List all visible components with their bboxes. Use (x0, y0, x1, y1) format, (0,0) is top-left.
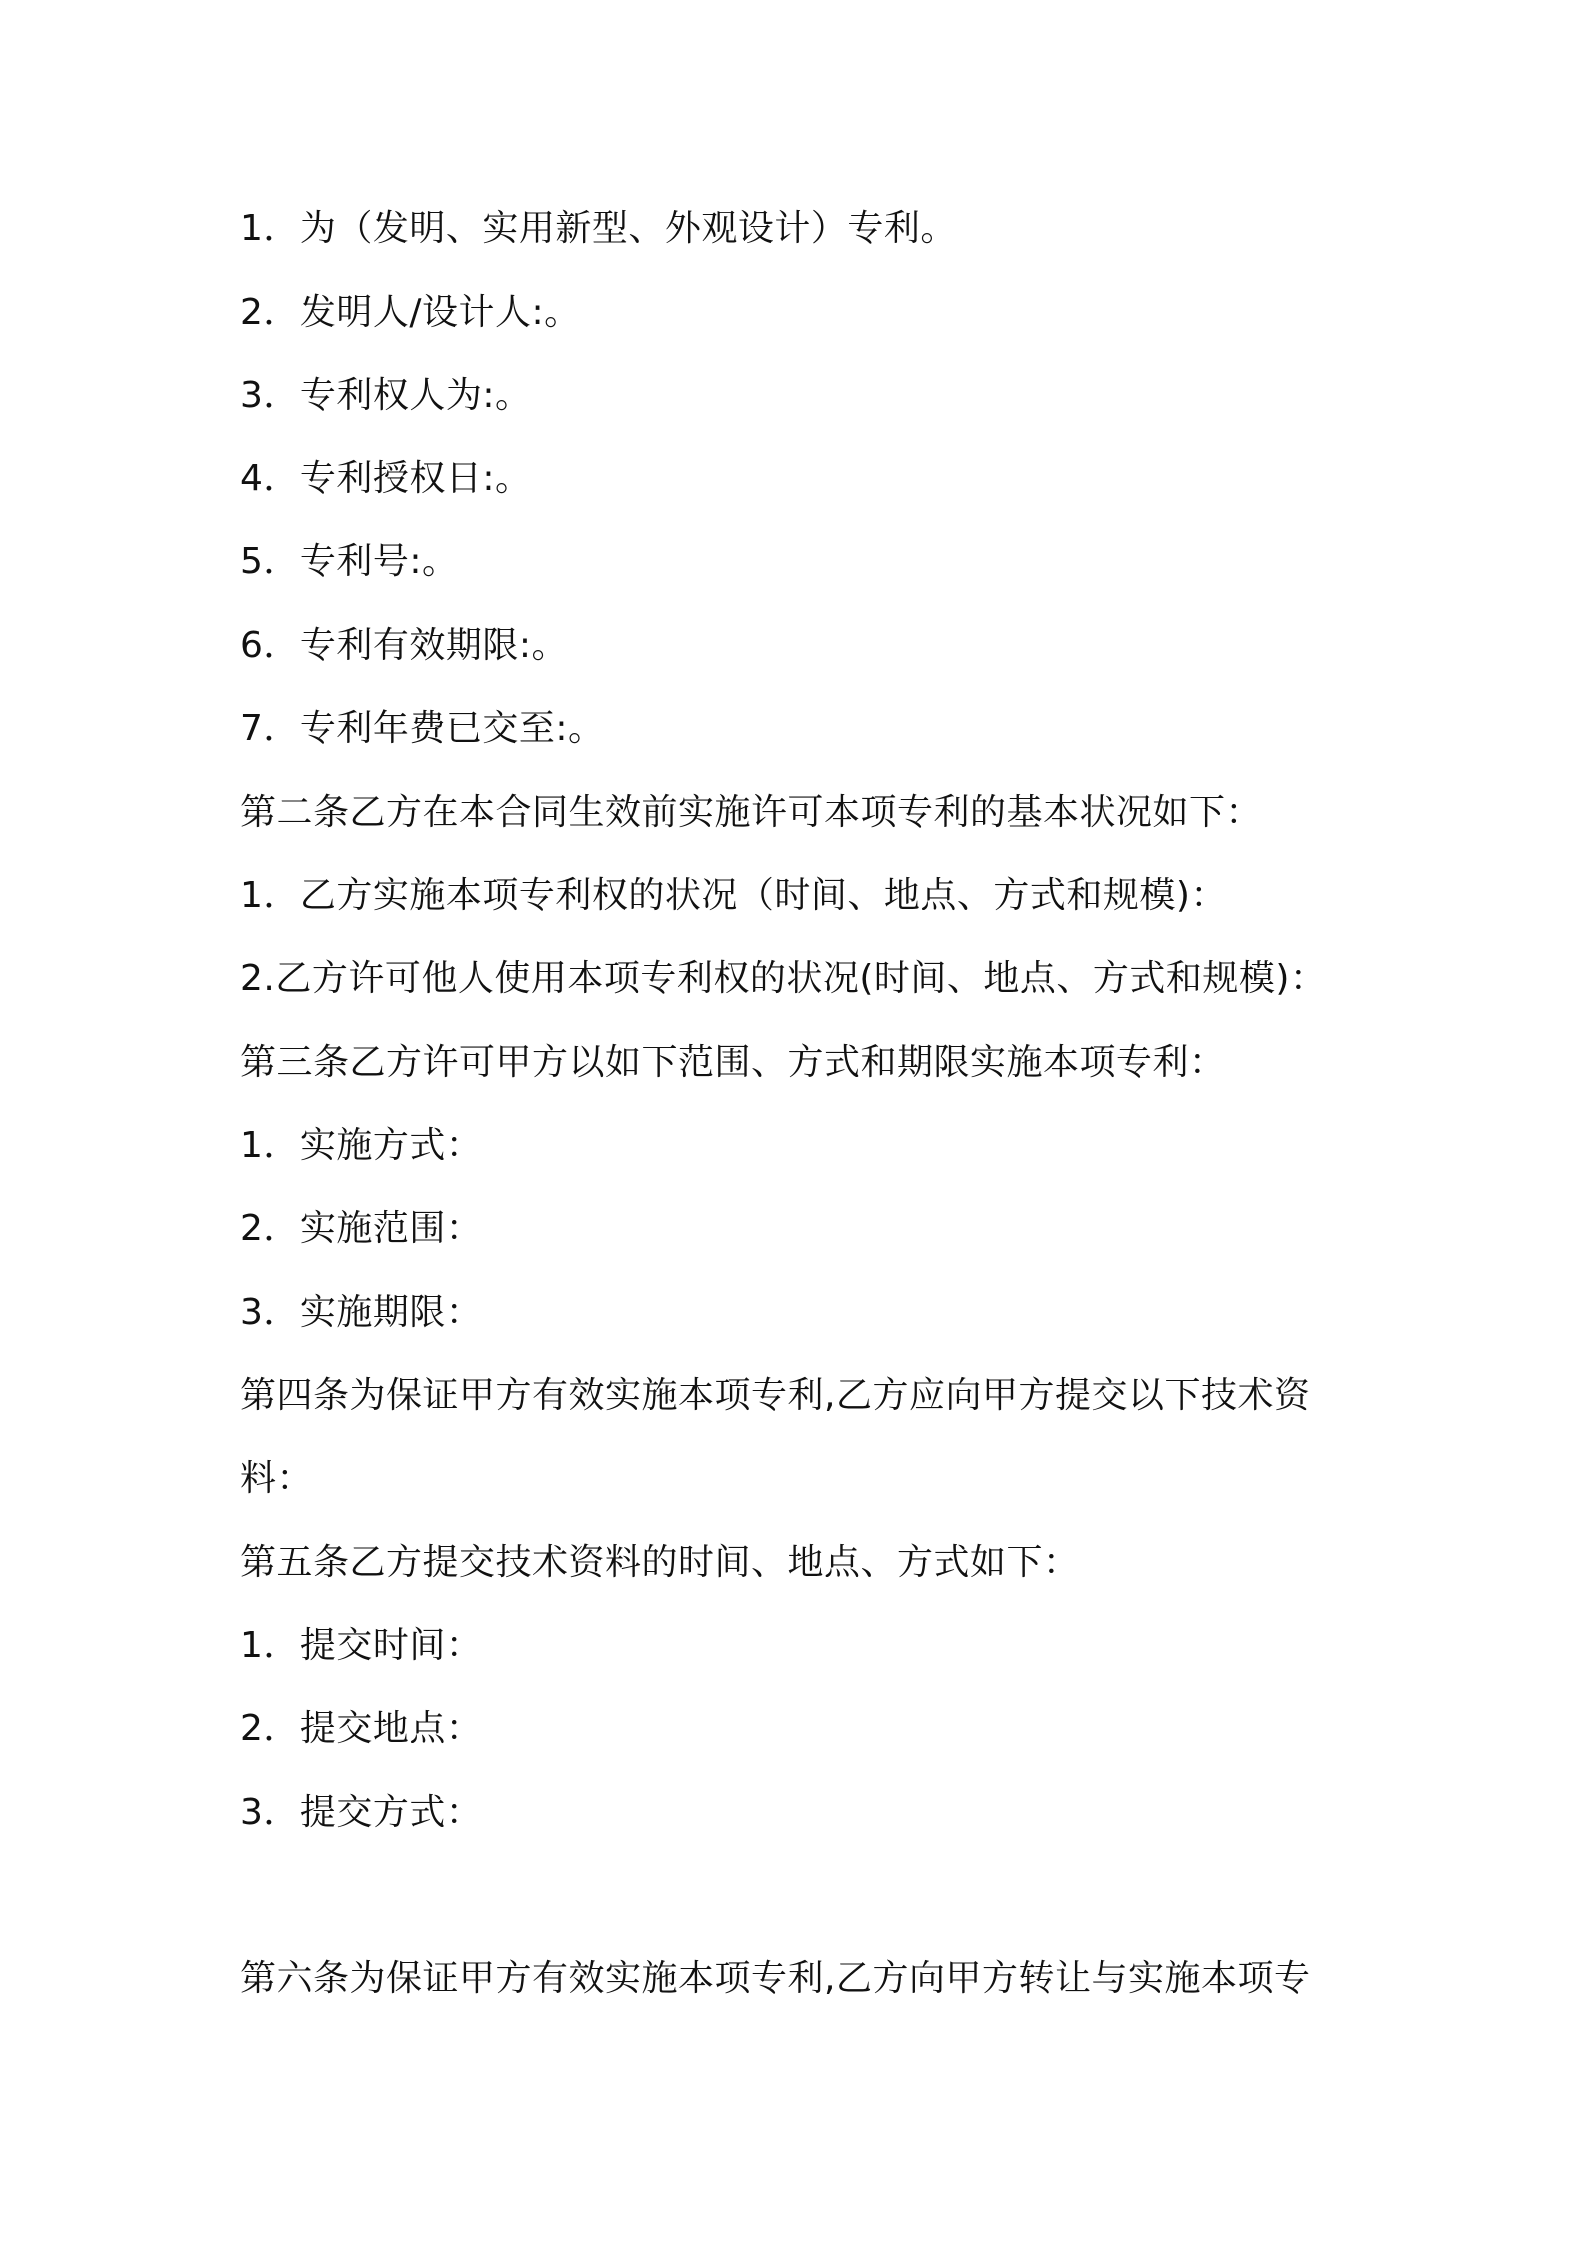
article-2-heading: 第二条乙方在本合同生效前实施许可本项专利的基本状况如下： (240, 792, 1263, 833)
article-3-item-2: 2．实施范围： (240, 1208, 483, 1249)
article-3-item-1: 1．实施方式： (240, 1125, 483, 1166)
inventor-line: 2．发明人/设计人:。 (240, 292, 581, 333)
article-5-heading: 第五条乙方提交技术资料的时间、地点、方式如下： (240, 1542, 1080, 1583)
grant-date-line: 4．专利授权日:。 (240, 458, 532, 499)
annual-fee-line: 7．专利年费已交至:。 (240, 708, 605, 749)
article-6-heading: 第六条为保证甲方有效实施本项专利,乙方向甲方转让与实施本项专 (240, 1958, 1311, 1999)
article-3-item-3: 3．实施期限： (240, 1292, 483, 1333)
article-2-item-2: 2.乙方许可他人使用本项专利权的状况(时间、地点、方式和规模)： (240, 958, 1327, 999)
patent-type-line: 1．为（发明、实用新型、外观设计）专利。 (240, 208, 957, 249)
article-5-item-2: 2．提交地点： (240, 1708, 483, 1749)
validity-period-line: 6．专利有效期限:。 (240, 625, 569, 666)
patentee-line: 3．专利权人为:。 (240, 375, 532, 416)
article-2-item-1: 1．乙方实施本项专利权的状况（时间、地点、方式和规模)： (240, 875, 1227, 916)
article-5-item-1: 1．提交时间： (240, 1625, 483, 1666)
article-4-heading-cont: 料： (240, 1458, 314, 1499)
article-4-heading: 第四条为保证甲方有效实施本项专利,乙方应向甲方提交以下技术资 (240, 1375, 1311, 1416)
patent-number-line: 5．专利号:。 (240, 541, 459, 582)
article-5-item-3: 3．提交方式： (240, 1792, 483, 1833)
article-3-heading: 第三条乙方许可甲方以如下范围、方式和期限实施本项专利： (240, 1042, 1226, 1083)
